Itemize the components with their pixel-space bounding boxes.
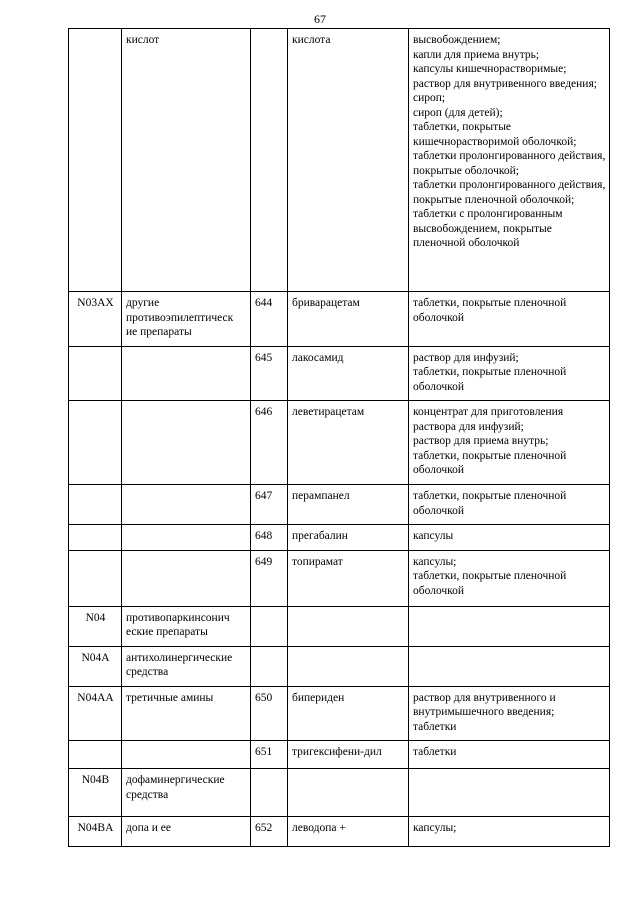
group-name-cell — [122, 741, 251, 769]
row-number-cell: 648 — [251, 525, 288, 551]
table-row — [69, 550, 610, 606]
table-row — [69, 346, 610, 401]
row-number-cell — [251, 646, 288, 686]
dosage-form-line: раствор для инфузий; — [413, 351, 519, 364]
dosage-form-line: таблетки, покрытые кишечнорастворимой оболочкой; — [413, 121, 577, 148]
dosage-form-line: раствор для внутривенного и внутримышечного введения; — [413, 691, 556, 718]
dosage-form-line: капсулы; — [413, 555, 457, 568]
table-row — [69, 401, 610, 485]
dosage-form-line: таблетки — [413, 720, 457, 733]
atc-code-cell — [69, 550, 122, 606]
table-row — [69, 485, 610, 525]
atc-code-cell — [69, 525, 122, 551]
dosage-form-line: капсулы — [413, 530, 454, 542]
group-name-cell — [122, 401, 251, 485]
dosage-forms-cell — [409, 686, 610, 741]
row-number-cell: 646 — [251, 401, 288, 485]
atc-code-cell: N04 — [69, 606, 122, 646]
drug-name-cell: тригексифени-дил — [288, 741, 409, 769]
drug-name-cell: кислота — [288, 29, 409, 292]
atc-code-cell: N03AX — [69, 292, 122, 347]
table-row — [69, 817, 610, 847]
atc-code-cell: N04AA — [69, 686, 122, 741]
table-row — [69, 686, 610, 741]
table-row — [69, 646, 610, 686]
row-number-cell — [251, 606, 288, 646]
dosage-form-line: концентрат для приготовления раствора для инфузий; — [413, 406, 564, 433]
drug-name-cell: бриварацетам — [288, 292, 409, 347]
row-number-cell: 644 — [251, 292, 288, 347]
drug-name-cell: прегабалин — [288, 525, 409, 551]
dosage-form-line: таблетки, покрытые пленочной оболочкой — [413, 366, 567, 393]
dosage-form-line: таблетки — [413, 746, 457, 758]
row-number-cell: 647 — [251, 485, 288, 525]
dosage-form-line: капсулы кишечнорастворимые; — [413, 63, 567, 75]
table-row — [69, 525, 610, 551]
dosage-forms-cell — [409, 401, 610, 485]
dosage-form-line: капсулы; — [413, 822, 457, 834]
dosage-form-line: таблетки пролонгированного действия, покрытые оболочкой; — [413, 150, 606, 177]
dosage-forms-cell — [409, 741, 610, 769]
drug-name-cell: леветирацетам — [288, 401, 409, 485]
atc-code-cell — [69, 346, 122, 401]
atc-code-cell: N04B — [69, 769, 122, 817]
group-name-cell — [122, 550, 251, 606]
table-row — [69, 292, 610, 347]
atc-code-cell — [69, 741, 122, 769]
dosage-form-line: капли для приема внутрь; — [413, 48, 540, 61]
row-number-cell: 652 — [251, 817, 288, 847]
table-body — [69, 29, 610, 847]
drug-name-cell: лакосамид — [288, 346, 409, 401]
atc-code-cell — [69, 485, 122, 525]
row-number-cell: 651 — [251, 741, 288, 769]
dosage-form-line: сироп; — [413, 92, 446, 104]
row-number-cell: 645 — [251, 346, 288, 401]
dosage-form-line: таблетки, покрытые пленочной оболочкой — [413, 449, 567, 476]
drug-name-cell: леводопа + — [288, 817, 409, 847]
table-row — [69, 606, 610, 646]
group-name-cell — [122, 346, 251, 401]
dosage-form-line: таблетки, покрытые пленочной оболочкой — [413, 570, 567, 597]
table-row — [69, 769, 610, 817]
dosage-form-line: раствор для внутривенного введения; — [413, 77, 597, 90]
table-row — [69, 29, 610, 292]
group-name-cell: другие противоэпилептическ ие препараты — [122, 292, 251, 347]
dosage-form-line: раствор для приема внутрь; — [413, 435, 549, 447]
drug-name-cell: топирамат — [288, 550, 409, 606]
dosage-form-line: таблетки, покрытые пленочной оболочкой — [413, 490, 567, 517]
row-number-cell: 650 — [251, 686, 288, 741]
row-number-cell — [251, 29, 288, 292]
dosage-forms-cell — [409, 485, 610, 525]
dosage-form-line: высвобождением; — [413, 34, 501, 46]
dosage-form-line: таблетки пролонгированного действия, покрытые пленочной оболочкой; — [413, 179, 606, 206]
dosage-forms-cell — [409, 550, 610, 606]
dosage-forms-cell — [409, 769, 610, 817]
group-name-cell: кислот — [122, 29, 251, 292]
drug-name-cell: перампанел — [288, 485, 409, 525]
group-name-cell — [122, 485, 251, 525]
dosage-forms-cell — [409, 646, 610, 686]
dosage-form-line: таблетки с пролонгированным высвобождением, покрытые пленочной оболочкой — [413, 208, 563, 249]
dosage-forms-cell — [409, 29, 610, 292]
dosage-forms-cell — [409, 292, 610, 347]
atc-code-cell: N04BA — [69, 817, 122, 847]
drug-name-cell — [288, 769, 409, 817]
dosage-forms-cell — [409, 606, 610, 646]
dosage-form-line: сироп (для детей); — [413, 106, 503, 119]
row-number-cell: 649 — [251, 550, 288, 606]
group-name-cell: противопаркинсонич еские препараты — [122, 606, 251, 646]
dosage-forms-cell — [409, 817, 610, 847]
atc-code-cell — [69, 401, 122, 485]
dosage-forms-cell — [409, 525, 610, 551]
drug-name-cell — [288, 606, 409, 646]
dosage-forms-cell — [409, 346, 610, 401]
dosage-form-line: таблетки, покрытые пленочной оболочкой — [413, 297, 567, 324]
drug-table — [68, 28, 610, 847]
table-row — [69, 741, 610, 769]
page-number: 67 — [314, 12, 326, 26]
drug-name-cell: бипериден — [288, 686, 409, 741]
atc-code-cell: N04A — [69, 646, 122, 686]
group-name-cell: дофаминергические средства — [122, 769, 251, 817]
atc-code-cell — [69, 29, 122, 292]
row-number-cell — [251, 769, 288, 817]
group-name-cell — [122, 525, 251, 551]
drug-name-cell — [288, 646, 409, 686]
group-name-cell: третичные амины — [122, 686, 251, 741]
group-name-cell: антихолинергические средства — [122, 646, 251, 686]
group-name-cell: допа и ее — [122, 817, 251, 847]
